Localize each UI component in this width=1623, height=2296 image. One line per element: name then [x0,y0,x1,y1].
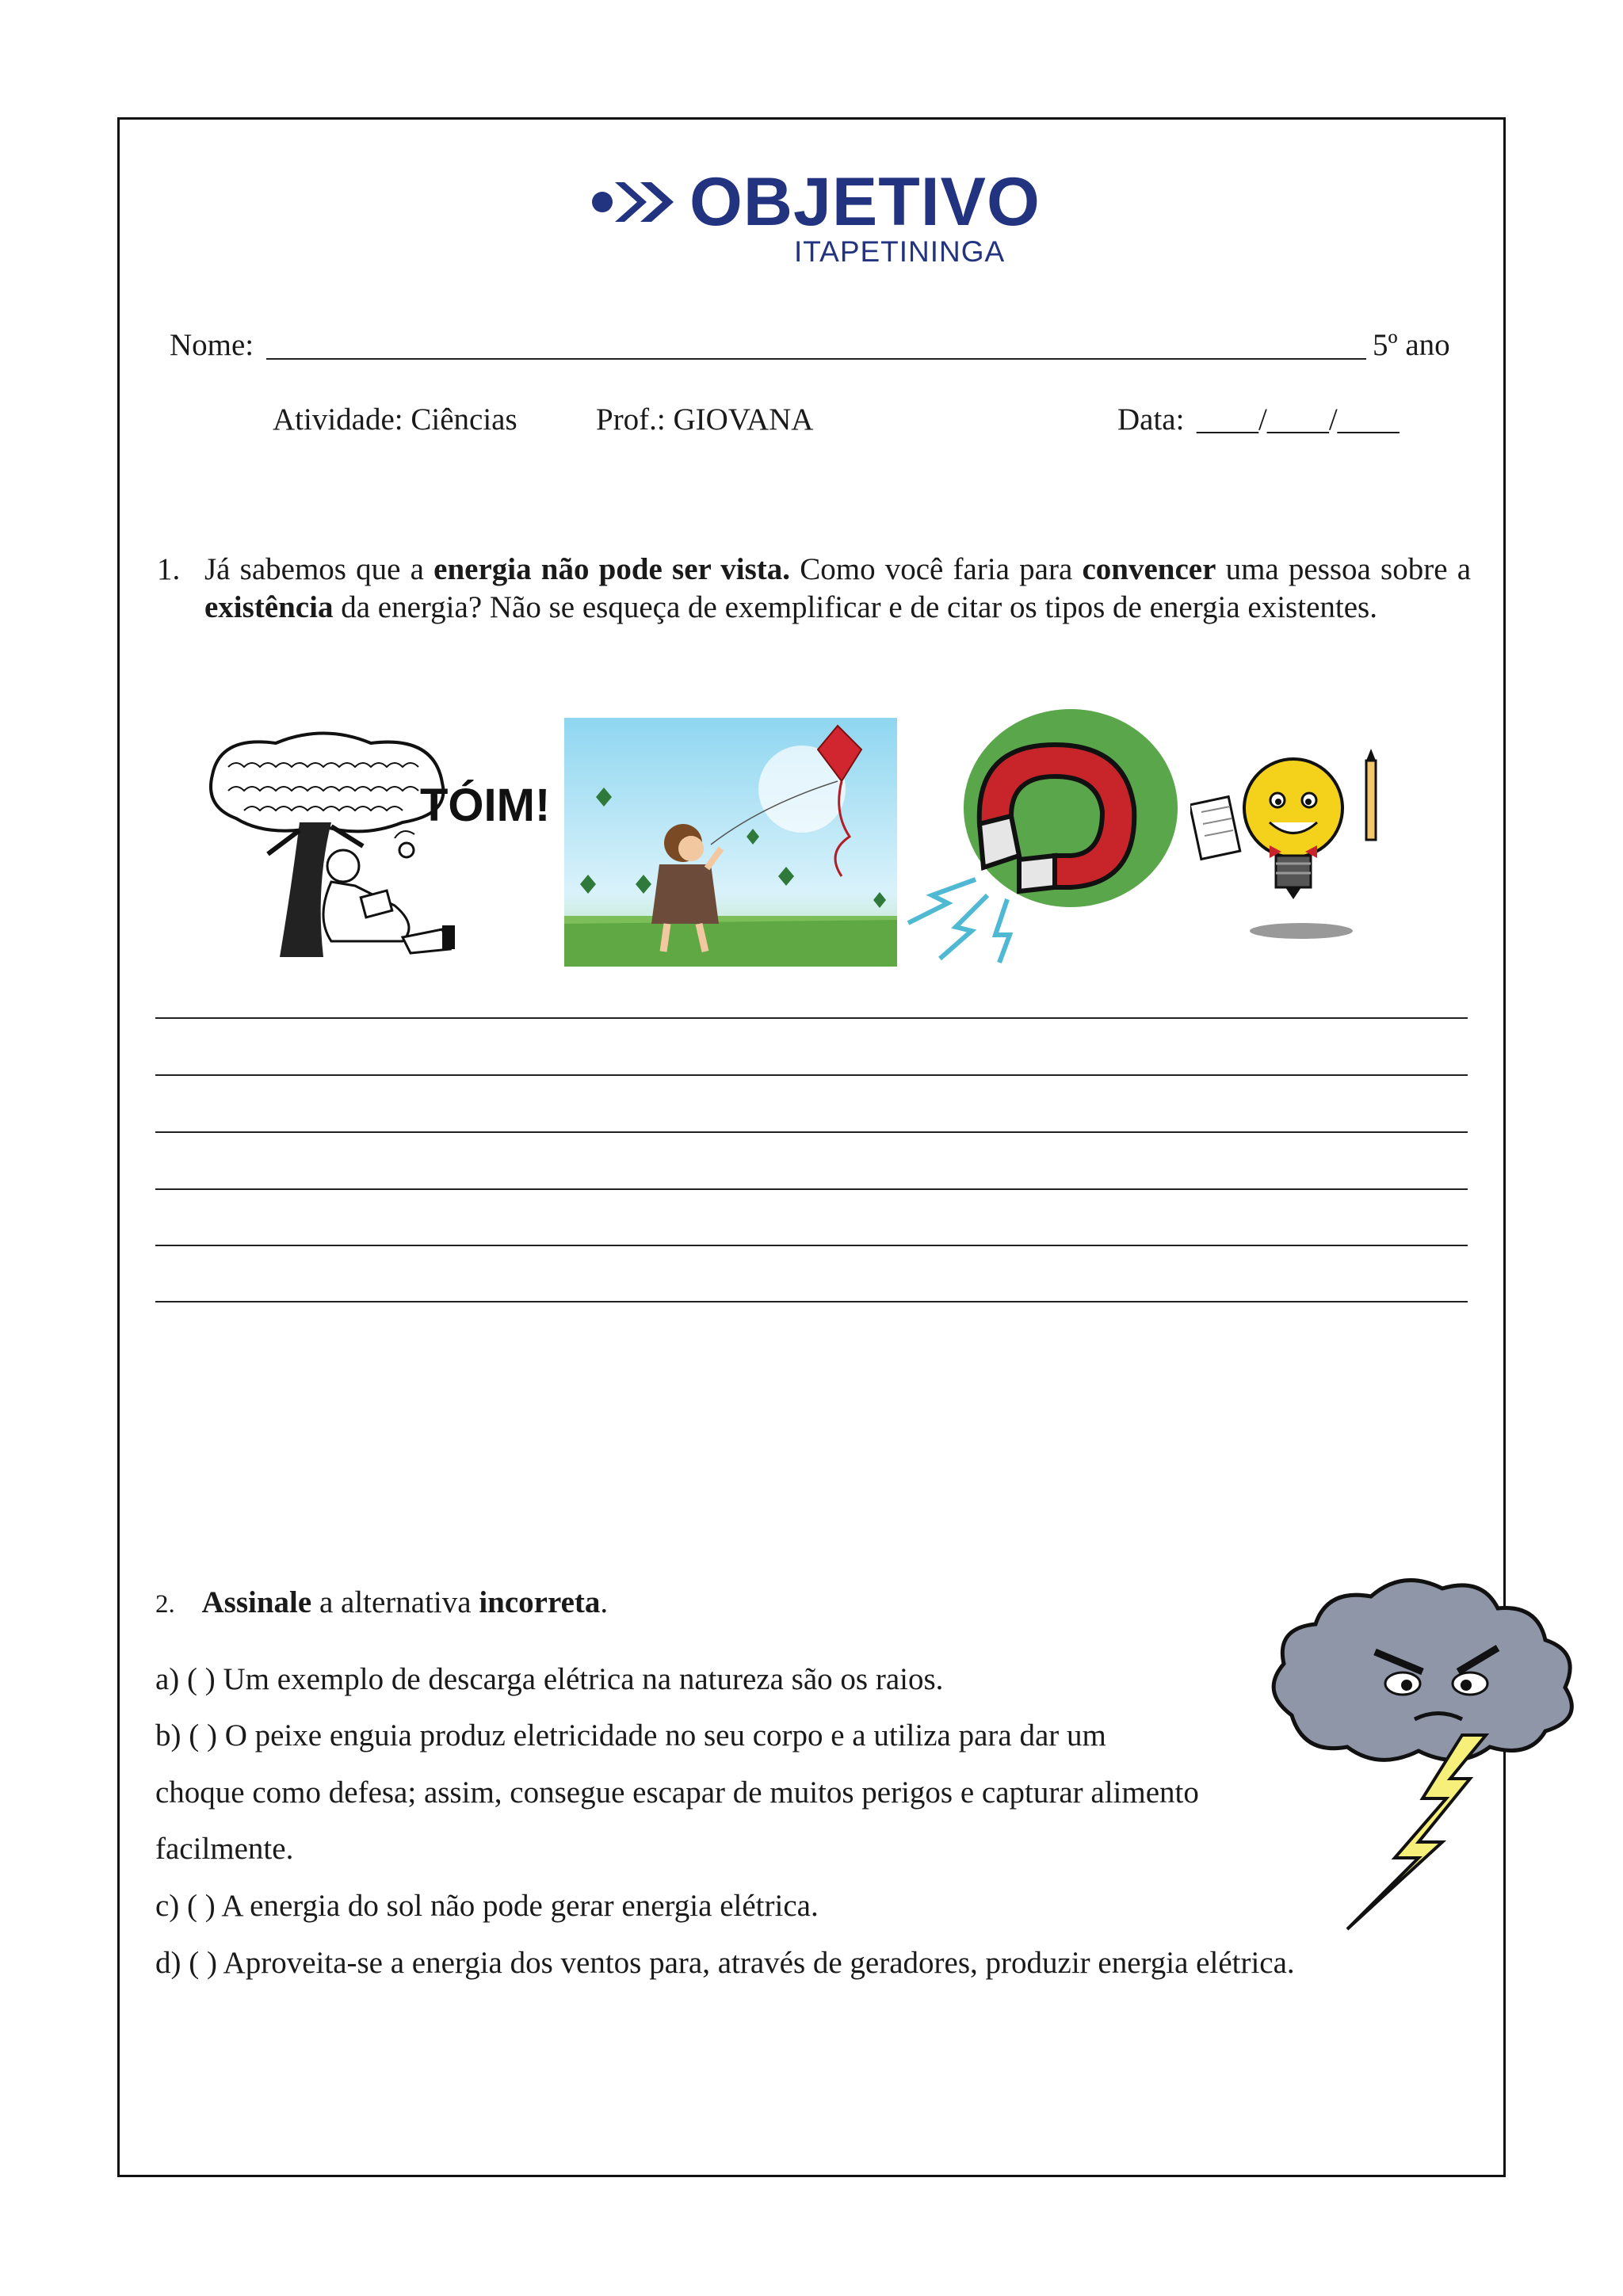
teacher-label: Prof.: GIOVANA [596,402,814,437]
question-1 [157,551,1471,627]
storm-cloud-illustration [1260,1573,1593,1937]
newton-caption: TÓIM! [420,780,551,831]
nome-label: Nome: [170,328,254,362]
logo-wordmark: OBJETIVO [689,164,1041,240]
question-1-text: Já sabemos que a energia não pode ser vista. Como você faria para convencer uma pessoa sobre a existência da energia? Não se esqueça de exemplificar e de citar os tipos de energia existentes. [204,552,1472,624]
school-logo [588,164,1041,269]
grade-label: 5º ano [1373,328,1450,362]
newton-tree-illustration [204,727,561,965]
option-a[interactable]: a) ( ) Um exemplo de descarga elétrica na natureza são os raios. [155,1662,944,1696]
question-1-number: 1. [157,552,181,586]
answer-line-2[interactable] [155,1074,1468,1076]
question-2 [155,1585,608,1620]
question-2-text: Assinale a alternativa incorreta. [201,1585,609,1619]
kite-girl-illustration [564,718,897,967]
logo-mark-icon [588,176,683,228]
option-c[interactable]: c) ( ) A energia do sol não pode gerar energia elétrica. [155,1889,819,1923]
answer-line-6[interactable] [155,1301,1468,1302]
answer-line-3[interactable] [155,1131,1468,1133]
date-label: Data: [1117,402,1185,437]
option-b[interactable]: b) ( ) O peixe enguia produz eletricidade no seu corpo e a utiliza para dar um [155,1718,1106,1753]
option-d[interactable]: d) ( ) Aproveita-se a energia dos ventos para, através de geradores, produzir energia elétrica. [155,1946,1295,1980]
question-2-number: 2. [155,1590,175,1619]
option-b-continued: choque como defesa; assim, consegue escapar de muitos perigos e capturar alimento [155,1775,1199,1810]
lightbulb-illustration [1190,745,1396,951]
activity-label: Atividade: Ciências [273,402,517,437]
answer-line-1[interactable] [155,1017,1468,1019]
logo-subtitle: ITAPETININGA [794,235,1006,268]
date-field[interactable]: ____/____/____ [1197,402,1400,437]
magnet-illustration [900,697,1178,967]
option-b-continued-2: facilmente. [155,1832,294,1866]
nome-field[interactable] [266,358,1366,360]
answer-line-4[interactable] [155,1188,1468,1190]
answer-line-5[interactable] [155,1245,1468,1246]
